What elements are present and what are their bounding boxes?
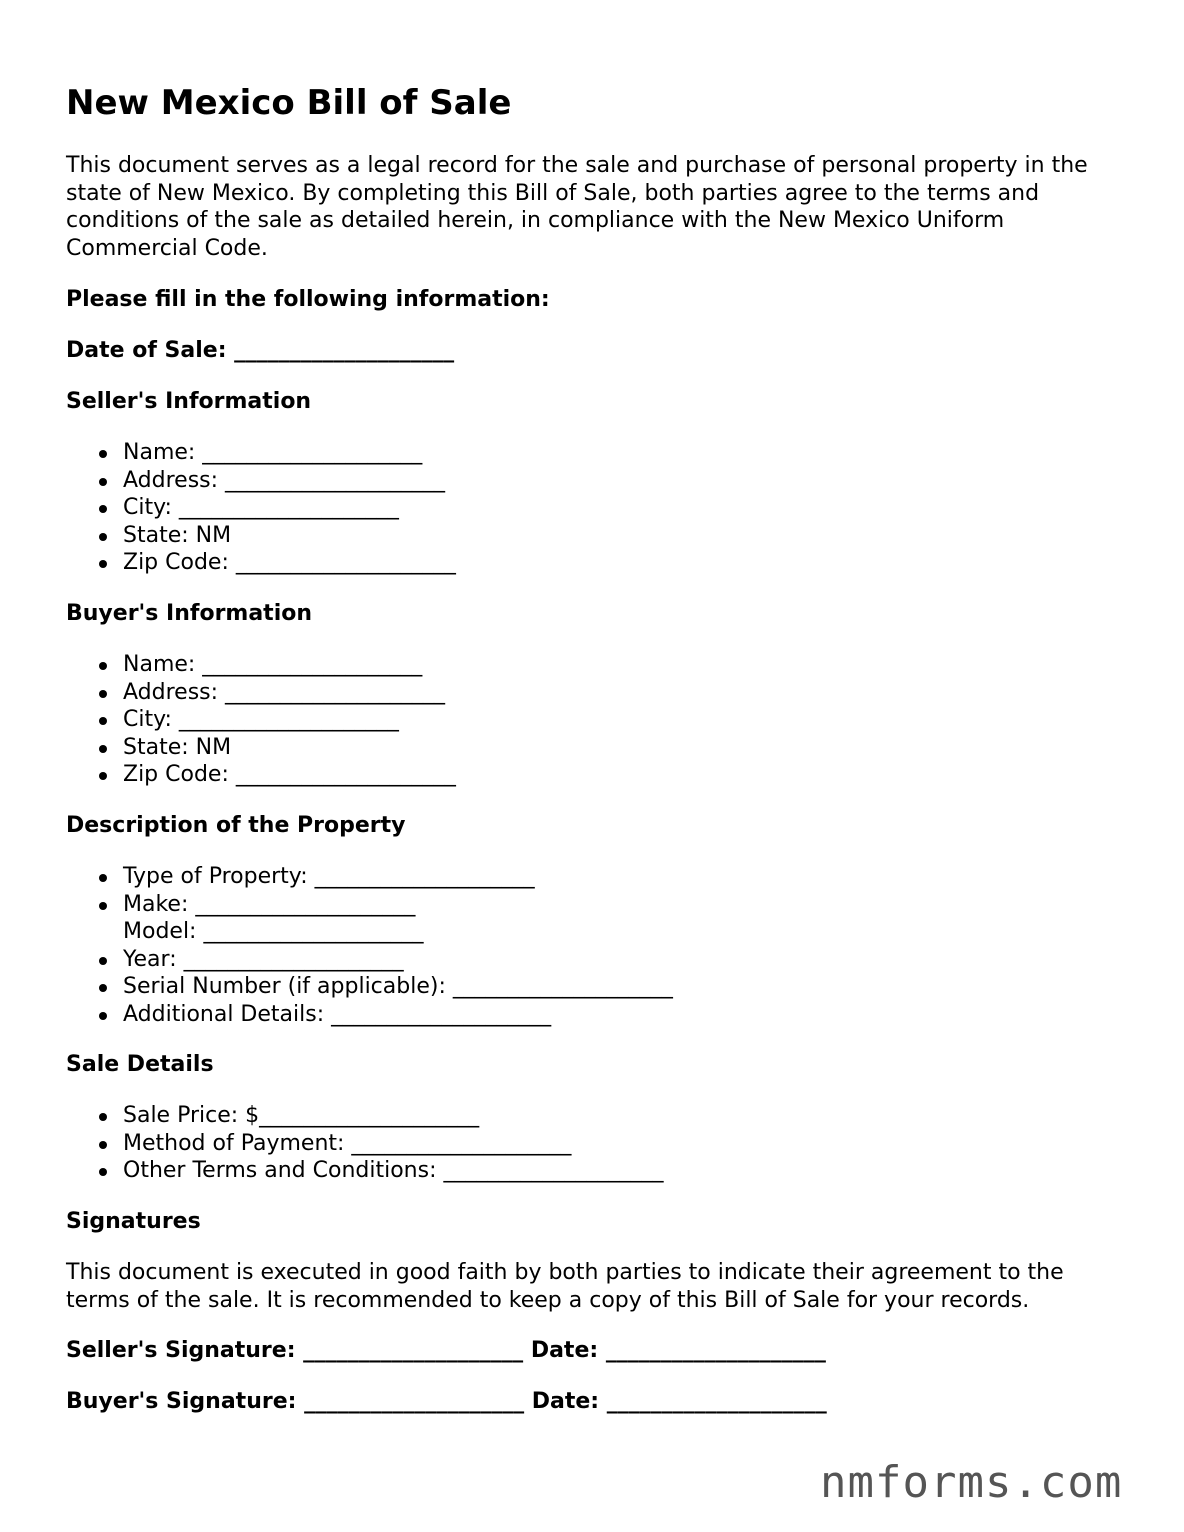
buyer-zip-field: Zip Code: ____________________ <box>123 762 456 788</box>
buyer-city-field: City: ____________________ <box>123 706 456 734</box>
property-make-field: Make: ____________________ <box>123 891 673 919</box>
instruction-text: Please fill in the following information: <box>66 287 550 312</box>
payment-method-field: Method of Payment: ____________________ <box>123 1130 663 1158</box>
watermark-logo: nmforms.com <box>820 1457 1123 1508</box>
intro-paragraph: This document serves as a legal record for the sale and purchase of personal property in the state of New Mexico. By completing this Bill of Sale, both parties agree to the terms and conditions of the sale as detailed herein, in compliance with the New Mexico Uniform Commercial Code. <box>66 153 1088 261</box>
page-title: New Mexico Bill of Sale <box>66 83 512 123</box>
seller-heading: Seller's Information <box>66 389 312 414</box>
property-details-field: Additional Details: ____________________ <box>123 1001 673 1029</box>
property-year-field: Year: ____________________ <box>123 946 673 974</box>
sale-price-field: Sale Price: $____________________ <box>123 1102 663 1130</box>
buyer-state-field: State: NM <box>123 734 456 762</box>
seller-city-field: City: ____________________ <box>123 494 456 522</box>
sale-heading: Sale Details <box>66 1052 214 1077</box>
buyer-signature-line: Buyer's Signature: ____________________ Date: ____________________ <box>66 1389 827 1414</box>
property-info-list <box>66 863 673 1029</box>
signatures-statement: This document is executed in good faith by both parties to indicate their agreement to the terms of the sale. It is recommended to keep a copy of this Bill of Sale for your records. <box>66 1260 1064 1313</box>
seller-state-field: State: NM <box>123 522 456 550</box>
property-serial-field: Serial Number (if applicable): ____________________ <box>123 974 673 1000</box>
property-type-field: Type of Property: ____________________ <box>123 863 673 891</box>
buyer-address-field: Address: ____________________ <box>123 679 456 707</box>
buyer-name-field: Name: ____________________ <box>123 651 456 679</box>
other-terms-field: Other Terms and Conditions: ____________________ <box>123 1158 664 1184</box>
seller-signature-line: Seller's Signature: ____________________ Date: ____________________ <box>66 1338 826 1363</box>
buyer-heading: Buyer's Information <box>66 601 313 626</box>
property-heading: Description of the Property <box>66 813 406 838</box>
seller-name-field: Name: ____________________ <box>123 439 456 467</box>
sale-info-list <box>66 1102 663 1185</box>
signatures-heading: Signatures <box>66 1209 201 1234</box>
date-of-sale-field: Date of Sale: ____________________ <box>66 338 455 363</box>
seller-zip-field: Zip Code: ____________________ <box>123 550 456 576</box>
buyer-info-list <box>66 651 456 789</box>
seller-address-field: Address: ____________________ <box>123 467 456 495</box>
seller-info-list <box>66 439 456 577</box>
property-model-field: Model: ____________________ <box>123 919 424 945</box>
